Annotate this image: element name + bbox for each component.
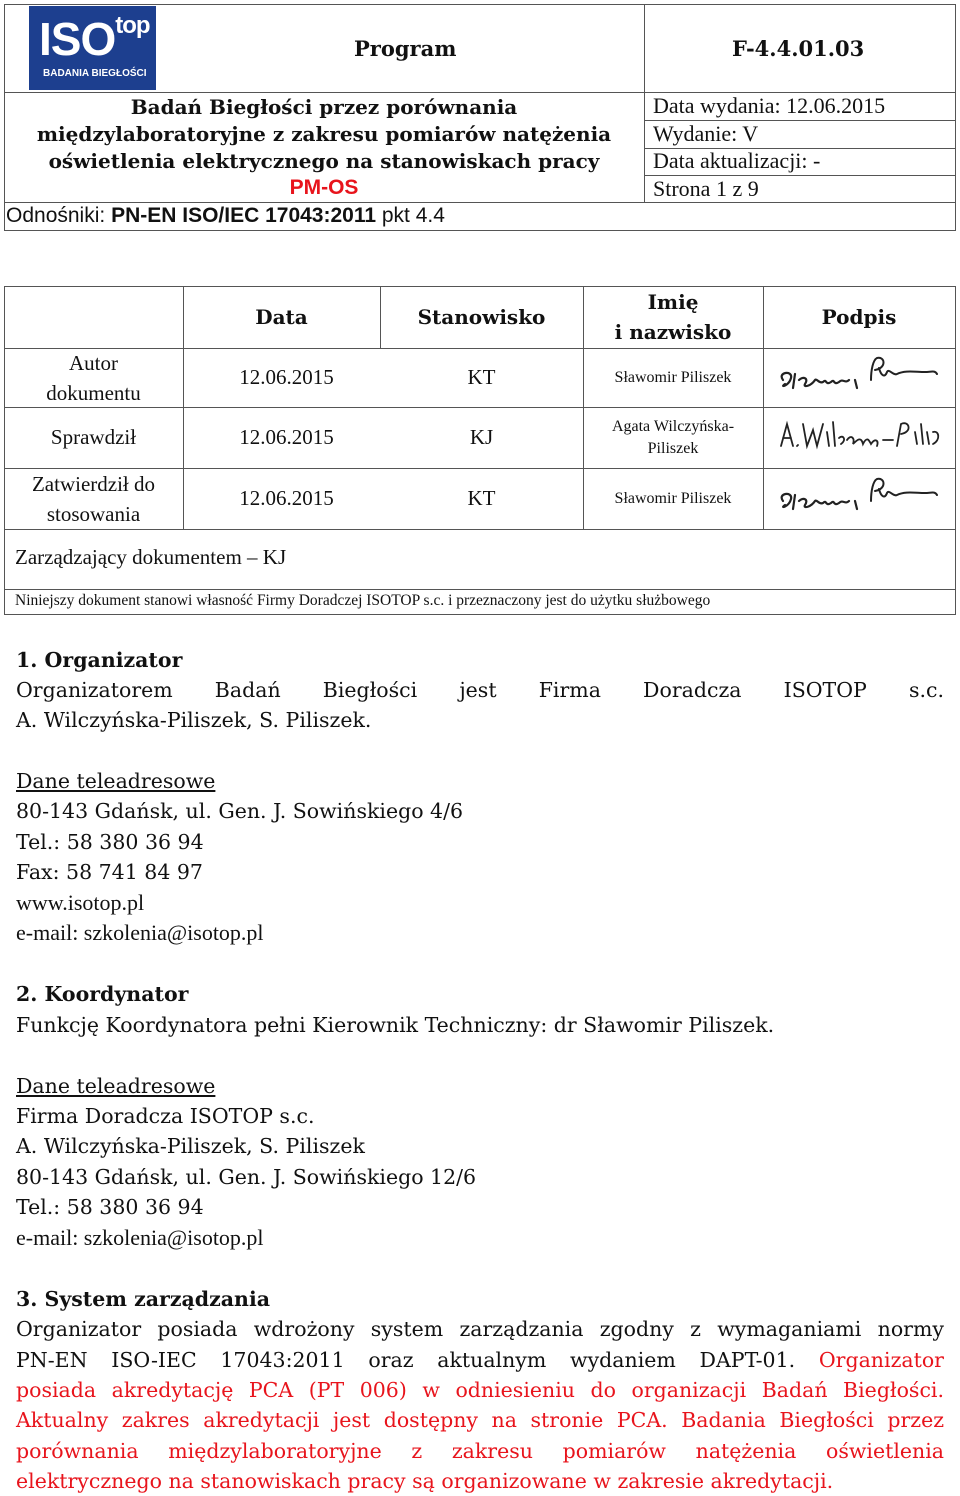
title-code: PM-OS bbox=[289, 176, 359, 199]
website-link[interactable]: www.isotop.pl bbox=[16, 890, 145, 915]
col-header-position: Stanowisko bbox=[417, 305, 546, 329]
section-heading: 2. Koordynator bbox=[16, 982, 189, 1006]
edition: Wydanie: V bbox=[653, 121, 759, 146]
title-line-2: międzylaboratoryjne z zakresu pomiarów natężenia bbox=[36, 122, 612, 146]
paragraph-line: Organizator posiada wdrożony system zarządzania zgodny z wymaganiami normy bbox=[16, 1317, 944, 1341]
row-name: Sławomir Piliszek bbox=[614, 368, 732, 386]
company-name: Firma Doradcza ISOTOP s.c. bbox=[16, 1104, 315, 1128]
address: 80-143 Gdańsk, ul. Gen. J. Sowińskiego 12/6 bbox=[16, 1165, 477, 1189]
title-line-3: oświetlenia elektrycznego na stanowiskach pracy bbox=[48, 149, 600, 173]
address: 80-143 Gdańsk, ul. Gen. J. Sowińskiego 4/6 bbox=[16, 799, 464, 823]
contact-heading: Dane teleadresowe bbox=[16, 1074, 216, 1098]
phone: Tel.: 58 380 36 94 bbox=[16, 830, 204, 854]
update-date: Data aktualizacji: - bbox=[653, 148, 821, 173]
isotop-logo: $ISO^{top}$ BADANIA BIEGŁOŚCI bbox=[29, 6, 156, 90]
row-date: 12.06.2015 bbox=[239, 365, 334, 389]
signature-image bbox=[775, 350, 945, 405]
signature-image bbox=[775, 471, 945, 526]
row-name: Agata Wilczyńska- Piliszek bbox=[611, 417, 735, 457]
document-manager: Zarządzający dokumentem – KJ bbox=[15, 545, 287, 569]
section-heading: 1. Organizator bbox=[16, 648, 183, 672]
phone: Tel.: 58 380 36 94 bbox=[16, 1195, 204, 1219]
row-date: 12.06.2015 bbox=[239, 486, 334, 510]
paragraph-line: porównania międzylaboratoryjne z zakresu pomiarów natężenia oświetlenia bbox=[16, 1439, 944, 1463]
role-approved: Zatwierdził do stosowania bbox=[31, 471, 156, 526]
col-header-date: Data bbox=[255, 305, 308, 329]
row-position: KJ bbox=[469, 425, 494, 449]
email-link[interactable]: e-mail: szkolenia@isotop.pl bbox=[16, 1225, 264, 1250]
paragraph-line: elektrycznego na stanowiskach pracy są organizowane w zakresie akredytacji. bbox=[16, 1469, 834, 1493]
fax: Fax: 58 741 84 97 bbox=[16, 860, 203, 884]
paragraph: A. Wilczyńska-Piliszek, S. Piliszek. bbox=[16, 708, 372, 732]
title-line-1: Badań Biegłości przez porównania bbox=[130, 95, 518, 119]
row-position: KT bbox=[467, 486, 496, 510]
col-header-name: Imię i nazwisko bbox=[614, 290, 732, 344]
row-name: Sławomir Piliszek bbox=[614, 489, 732, 507]
doc-code: F-4.4.01.03 bbox=[732, 36, 865, 61]
release-date: Data wydania: 12.06.2015 bbox=[653, 93, 886, 118]
page-number: Strona 1 z 9 bbox=[653, 176, 759, 201]
ownership-note: Niniejszy dokument stanowi własność Firmy Doradczej ISOTOP s.c. i przeznaczony jest do użytku służbowego bbox=[15, 592, 711, 609]
program-label: Program bbox=[354, 36, 457, 61]
owners: A. Wilczyńska-Piliszek, S. Piliszek bbox=[16, 1134, 365, 1158]
row-date: 12.06.2015 bbox=[239, 425, 334, 449]
email-link[interactable]: e-mail: szkolenia@isotop.pl bbox=[16, 920, 264, 945]
signature-image bbox=[775, 410, 945, 465]
paragraph: Funkcję Koordynatora pełni Kierownik Techniczny: dr Sławomir Piliszek. bbox=[16, 1013, 775, 1037]
paragraph-line: posiada akredytację PCA (PT 006) w odniesieniu do organizacji Badań Biegłości. bbox=[16, 1378, 944, 1402]
row-position: KT bbox=[467, 365, 496, 389]
paragraph: Organizatorem Badań Biegłości jest Firma Doradcza ISOTOP s.c. bbox=[16, 678, 944, 702]
col-header-signature: Podpis bbox=[821, 305, 897, 329]
section-heading: 3. System zarządzania bbox=[16, 1287, 271, 1311]
references: Odnośniki: PN-EN ISO/IEC 17043:2011 pkt 4.4 bbox=[6, 204, 445, 227]
role-checked: Sprawdził bbox=[50, 425, 137, 449]
paragraph-line: Aktualny zakres akredytacji jest dostępny na stronie PCA. Badania Biegłości przez bbox=[16, 1408, 944, 1432]
paragraph-line: PN-EN ISO-IEC 17043:2011 oraz aktualnym wydaniem DAPT-01. Organizator bbox=[16, 1348, 944, 1372]
role-author: Autor dokumentu bbox=[46, 350, 141, 405]
contact-heading: Dane teleadresowe bbox=[16, 769, 216, 793]
